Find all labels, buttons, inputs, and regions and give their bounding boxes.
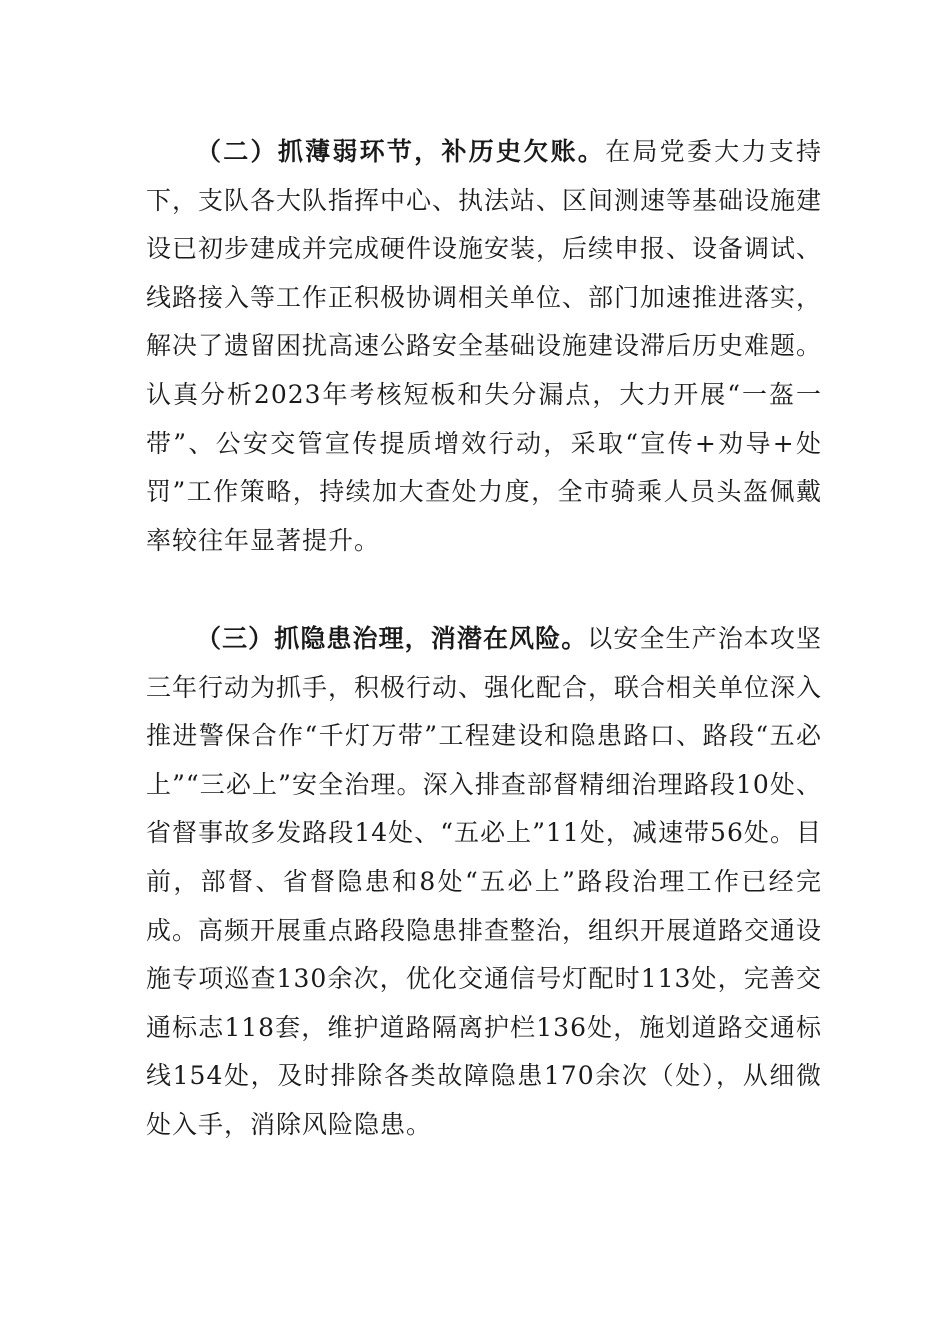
- paragraph-heading: （三）抓隐患治理，消潜在风险。: [196, 624, 588, 653]
- paragraph-heading: （二）抓薄弱环节，补历史欠账。: [196, 137, 606, 166]
- paragraph-hazard-governance: [146, 615, 822, 1150]
- paragraph-weak-links: [146, 128, 822, 565]
- paragraph-body: 以安全生产治本攻坚三年行动为抓手，积极行动、强化配合，联合相关单位深入推进警保合作“千灯万带”工程建设和隐患路口、路段“五必上”“三必上”安全治理。深入排查部督精细治理路段10处、省督事故多发路段14处、“五必上”11处，减速带56处。目前，部督、省督隐患和8处“五必上”路段治理工作已经完成。高频开展重点路段隐患排查整治，组织开展道路交通设施专项巡查130余次，优化交通信号灯配时113处，完善交通标志118套，维护道路隔离护栏136处，施划道路交通标线154处，及时排除各类故障隐患170余次（处），从细微处入手，消除风险隐患。: [146, 624, 823, 1139]
- paragraph-body: 在局党委大力支持下，支队各大队指挥中心、执法站、区间测速等基础设施建设已初步建成并完成硬件设施安装，后续申报、设备调试、线路接入等工作正积极协调相关单位、部门加速推进落实，解决了遗留困扰高速公路安全基础设施建设滞后历史难题。认真分析2023年考核短板和失分漏点，大力开展“一盔一带”、公安交管宣传提质增效行动，采取“宣传+劝导+处罚”工作策略，持续加大查处力度，全市骑乘人员头盔佩戴率较往年显著提升。: [146, 137, 823, 555]
